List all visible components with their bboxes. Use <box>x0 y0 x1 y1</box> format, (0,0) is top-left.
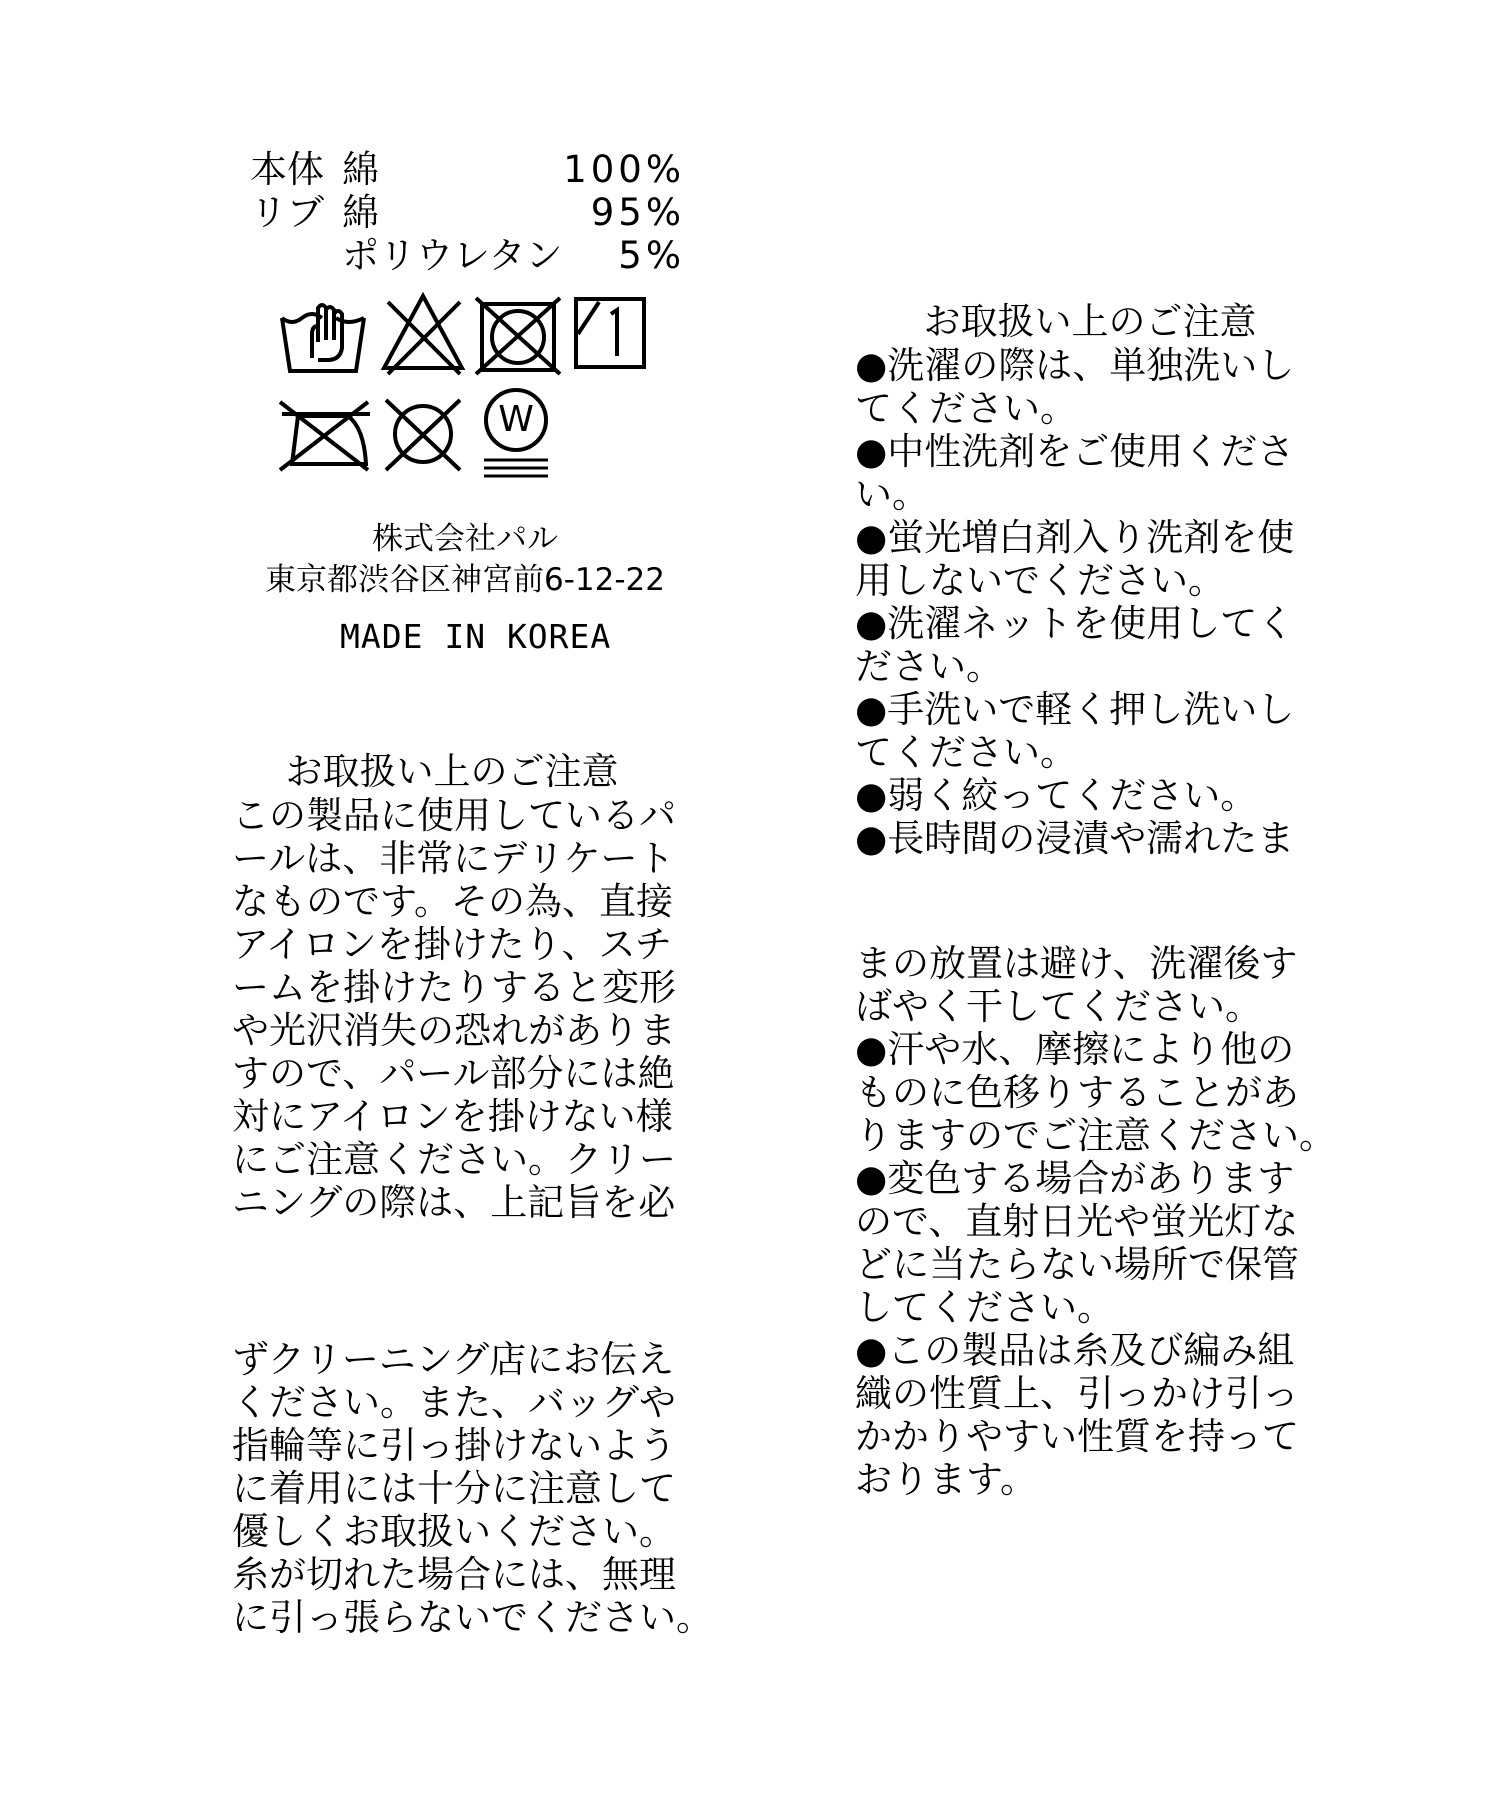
right-notice-line: ●この製品は糸及び編み組 <box>855 1329 1295 1372</box>
right-notice-line: まの放置は避け、洗濯後す <box>855 942 1298 985</box>
right-notice-line: かかりやすい性質を持って <box>855 1415 1299 1458</box>
right-notice-line: してください。 <box>855 1286 1114 1329</box>
left-notice-line: この製品に使用しているパ <box>232 794 676 837</box>
right-notice-line: 用しないでください。 <box>855 559 1225 602</box>
right-notice-line: ものに色移りすることがあ <box>855 1071 1299 1114</box>
right-notice-heading: お取扱い上のご注意 <box>923 300 1257 343</box>
right-notice-line: てください。 <box>855 387 1077 430</box>
right-notice-line: ●弱く絞ってください。 <box>855 774 1258 817</box>
left-notice-line: ームを掛けたりすると変形 <box>232 966 676 1009</box>
left-notice-line: 指輪等に引っ掛けないよう <box>232 1424 676 1467</box>
left-notice-line: に着用には十分に注意して <box>232 1467 676 1510</box>
left-notice-line: ずクリーニング店にお伝え <box>232 1338 675 1381</box>
composition-material-3: ポリウレタン <box>342 234 563 277</box>
right-notice-line: ●蛍光増白剤入り洗剤を使 <box>855 516 1295 559</box>
left-notice-heading: お取扱い上のご注意 <box>285 750 619 793</box>
composition-material-2: 綿 <box>342 191 379 234</box>
composition-percent-2: 95% <box>590 191 685 234</box>
left-notice-body-part1 <box>232 794 676 1224</box>
line-dry-icon <box>573 296 649 372</box>
company-name: 株式会社パル <box>372 521 558 557</box>
left-notice-line: ニングの際は、上記旨を必 <box>232 1181 676 1224</box>
no-iron-icon <box>278 394 374 472</box>
right-notice-line: ばやく干してください。 <box>855 985 1262 1028</box>
left-notice-line: 対にアイロンを掛けない様 <box>232 1095 673 1138</box>
left-notice-line: 糸が切れた場合には、無理 <box>232 1553 676 1596</box>
right-notice-line: てください。 <box>855 731 1077 774</box>
composition-part-2: リブ <box>250 191 324 234</box>
right-notice-body-part2 <box>855 942 1336 1501</box>
hand-wash-tub-icon <box>278 296 368 376</box>
left-notice-line: ください。また、バッグや <box>232 1381 676 1424</box>
left-notice-line: すので、パール部分には絶 <box>232 1052 675 1095</box>
right-notice-line: りますのでご注意ください。 <box>855 1114 1336 1157</box>
right-notice-line: ●中性洗剤をご使用くださ <box>855 430 1295 473</box>
left-notice-line: なものです。その為、直接 <box>232 880 674 923</box>
right-notice-body-part1 <box>855 344 1294 860</box>
composition-material-1: 綿 <box>342 148 379 191</box>
no-dry-clean-icon <box>380 394 466 474</box>
left-notice-line: アイロンを掛けたり、スチ <box>232 923 672 966</box>
left-notice-body-part2 <box>232 1338 713 1639</box>
composition-percent-1: 100% <box>563 148 685 191</box>
right-notice-line: ださい。 <box>855 645 1003 688</box>
wet-clean-label: W <box>498 399 534 440</box>
left-notice-line: 優しくお取扱いください。 <box>232 1510 676 1553</box>
country-of-origin: MADE IN KOREA <box>340 617 612 656</box>
right-notice-line: どに当たらない場所で保管 <box>855 1243 1299 1286</box>
right-notice-line: 織の性質上、引っかけ引っ <box>855 1372 1299 1415</box>
right-notice-line: ●変色する場合があります <box>855 1157 1295 1200</box>
right-notice-line: い。 <box>855 473 929 516</box>
right-notice-line: ●長時間の浸漬や濡れたま <box>855 817 1295 860</box>
no-bleach-triangle-icon <box>378 290 468 376</box>
composition-part-1: 本体 <box>250 148 324 191</box>
right-notice-line: おります。 <box>855 1458 1038 1501</box>
left-notice-line: に引っ張らないでください。 <box>232 1596 713 1639</box>
left-notice-line: にご注意ください。クリー <box>232 1138 676 1181</box>
right-notice-line: ●洗濯の際は、単独洗いし <box>855 344 1295 387</box>
right-notice-line: ●手洗いで軽く押し洗いし <box>855 688 1295 731</box>
right-notice-line: ので、直射日光や蛍光灯な <box>855 1200 1299 1243</box>
no-tumble-dry-icon <box>474 296 562 376</box>
right-notice-line: ●汗や水、摩擦により他の <box>855 1028 1295 1071</box>
composition-percent-3: 5% <box>618 234 685 277</box>
company-address: 東京都渋谷区神宮前6-12-22 <box>265 562 665 598</box>
left-notice-line: や光沢消失の恐れがありま <box>232 1009 676 1052</box>
wet-clean-very-gentle-icon <box>476 386 556 478</box>
left-notice-line: ールは、非常にデリケート <box>232 837 675 880</box>
right-notice-line: ●洗濯ネットを使用してく <box>855 602 1295 645</box>
